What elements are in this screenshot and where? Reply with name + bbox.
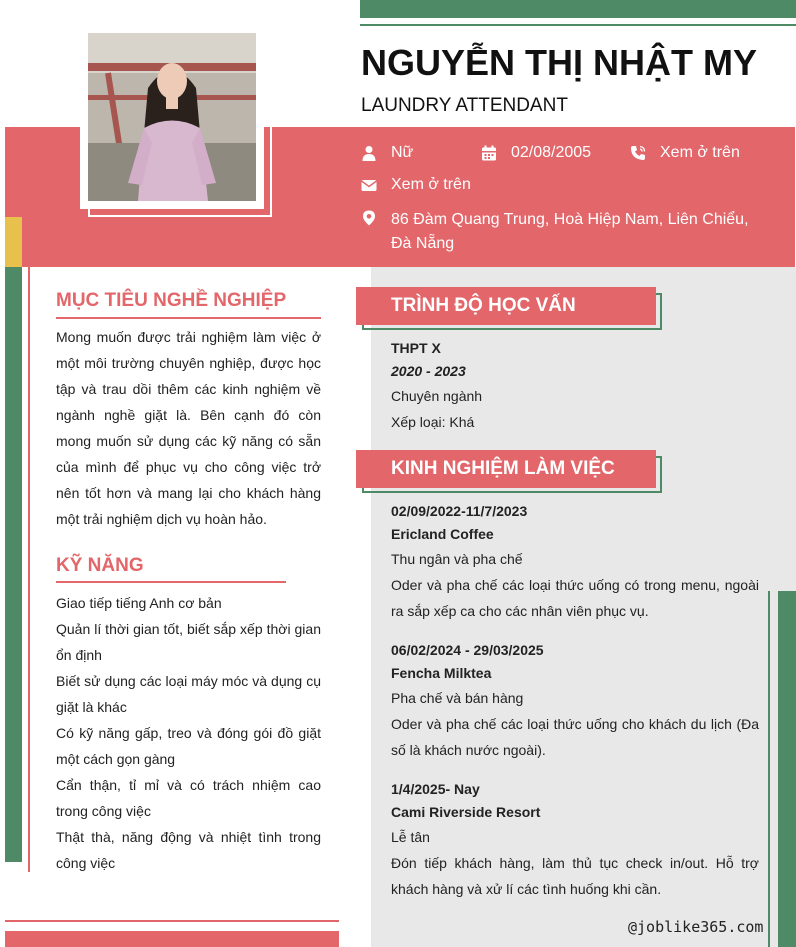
skill-item: Biết sử dụng các loại máy móc và dụng cụ giặt là khác: [56, 673, 321, 715]
experience-item: [391, 639, 759, 763]
experience-role: Thu ngân và pha chế: [391, 551, 523, 567]
experience-company: Cami Riverside Resort: [391, 804, 541, 820]
experience-description: Oder và pha chế các loại thức uống có trong menu, ngoài ra sắp xếp ca cho các nhân viên phục vụ.: [391, 577, 759, 619]
candidate-name: NGUYỄN THỊ NHẬT MY: [361, 42, 757, 83]
contact-email: [361, 176, 471, 194]
education-school: THPT X: [391, 340, 441, 356]
skill-item: Thật thà, năng động và nhiệt tình trong công việc: [56, 829, 321, 871]
experience-item: [391, 778, 759, 902]
objective-title: MỤC TIÊU NGHỀ NGHIỆP: [56, 290, 287, 311]
bottom-red-bar: [5, 931, 339, 947]
education-major: Chuyên ngành: [391, 388, 483, 404]
contact-birthday: [481, 144, 591, 162]
phone-icon: [630, 145, 646, 161]
job-title: LAUNDRY ATTENDANT: [361, 95, 568, 116]
user-icon: [361, 145, 377, 161]
education-rank: Xếp loại: Khá: [391, 414, 475, 430]
experience-period: 02/09/2022-11/7/2023: [391, 503, 528, 519]
bottom-red-line: [5, 920, 339, 922]
skill-item: Quản lí thời gian tốt, biết sắp xếp thời gian ổn định: [56, 621, 321, 663]
email-text: Xem ở trên: [391, 176, 471, 193]
watermark-link[interactable]: @joblike365.com: [628, 918, 764, 936]
experience-period: 1/4/2025- Nay: [391, 781, 480, 797]
objective-underline: [56, 317, 321, 319]
experience-heading: [356, 450, 662, 490]
skill-item: Cẩn thận, tỉ mỉ và có trách nhiệm cao trong công việc: [56, 777, 321, 819]
calendar-icon: [481, 145, 497, 161]
email-icon: [361, 177, 377, 193]
education-years: 2020 - 2023: [391, 363, 466, 379]
skill-item: Có kỹ năng gấp, treo và đóng gói đồ giặt một cách gọn gàng: [56, 725, 321, 767]
birthday-text: 02/08/2005: [511, 144, 592, 161]
experience-title: KINH NGHIỆM LÀM VIỆC: [391, 458, 615, 479]
experience-role: Lễ tân: [391, 829, 430, 845]
education-block: [391, 337, 759, 435]
experience-description: Đón tiếp khách hàng, làm thủ tục check in/out. Hỗ trợ khách hàng và xử lí các tình huống khi cần.: [391, 855, 759, 897]
gender-text: Nữ: [391, 144, 414, 161]
experience-company: Fencha Milktea: [391, 665, 492, 681]
left-green-bar: [5, 267, 22, 862]
experience-item: [391, 500, 759, 624]
education-title: TRÌNH ĐỘ HỌC VẤN: [391, 295, 576, 316]
left-yellow-accent: [5, 217, 22, 267]
skills-title: KỸ NĂNG: [56, 555, 144, 576]
experience-description: Oder và pha chế các loại thức uống cho khách du lịch (Đa số là khách nước ngoài).: [391, 716, 759, 758]
skills-underline: [56, 581, 286, 583]
profile-photo: [88, 33, 256, 201]
contact-address: [361, 208, 771, 256]
education-heading: [356, 287, 662, 327]
location-icon: [361, 210, 377, 226]
contact-gender: [361, 144, 413, 162]
right-green-bar: [778, 591, 796, 947]
address-text: 86 Đàm Quang Trung, Hoà Hiệp Nam, Liên Chiểu, Đà Nẵng: [391, 211, 749, 252]
experience-role: Pha chế và bán hàng: [391, 690, 524, 706]
left-red-line: [28, 217, 30, 872]
top-green-line: [360, 24, 796, 26]
right-green-line: [768, 591, 770, 947]
skill-item: Giao tiếp tiếng Anh cơ bản: [56, 595, 222, 611]
skills-list: [56, 590, 321, 876]
phone-text: Xem ở trên: [660, 144, 740, 161]
objective-text: Mong muốn được trải nghiệm làm việc ở một môi trường chuyên nghiệp, được học tập và trau dồi thêm các kinh nghiệm về ngành nghề giặt là. Bên cạnh đó còn mong muốn sử dụng các kỹ năng có sẵn của mình để phục vụ cho công việc trở nên tốt hơn và mang lại cho khách hàng một trải nghiệm dịch vụ hoàn hảo.: [56, 329, 321, 527]
experience-period: 06/02/2024 - 29/03/2025: [391, 642, 544, 658]
experience-company: Ericland Coffee: [391, 526, 494, 542]
top-green-bar: [360, 0, 796, 18]
contact-phone: [630, 144, 740, 162]
